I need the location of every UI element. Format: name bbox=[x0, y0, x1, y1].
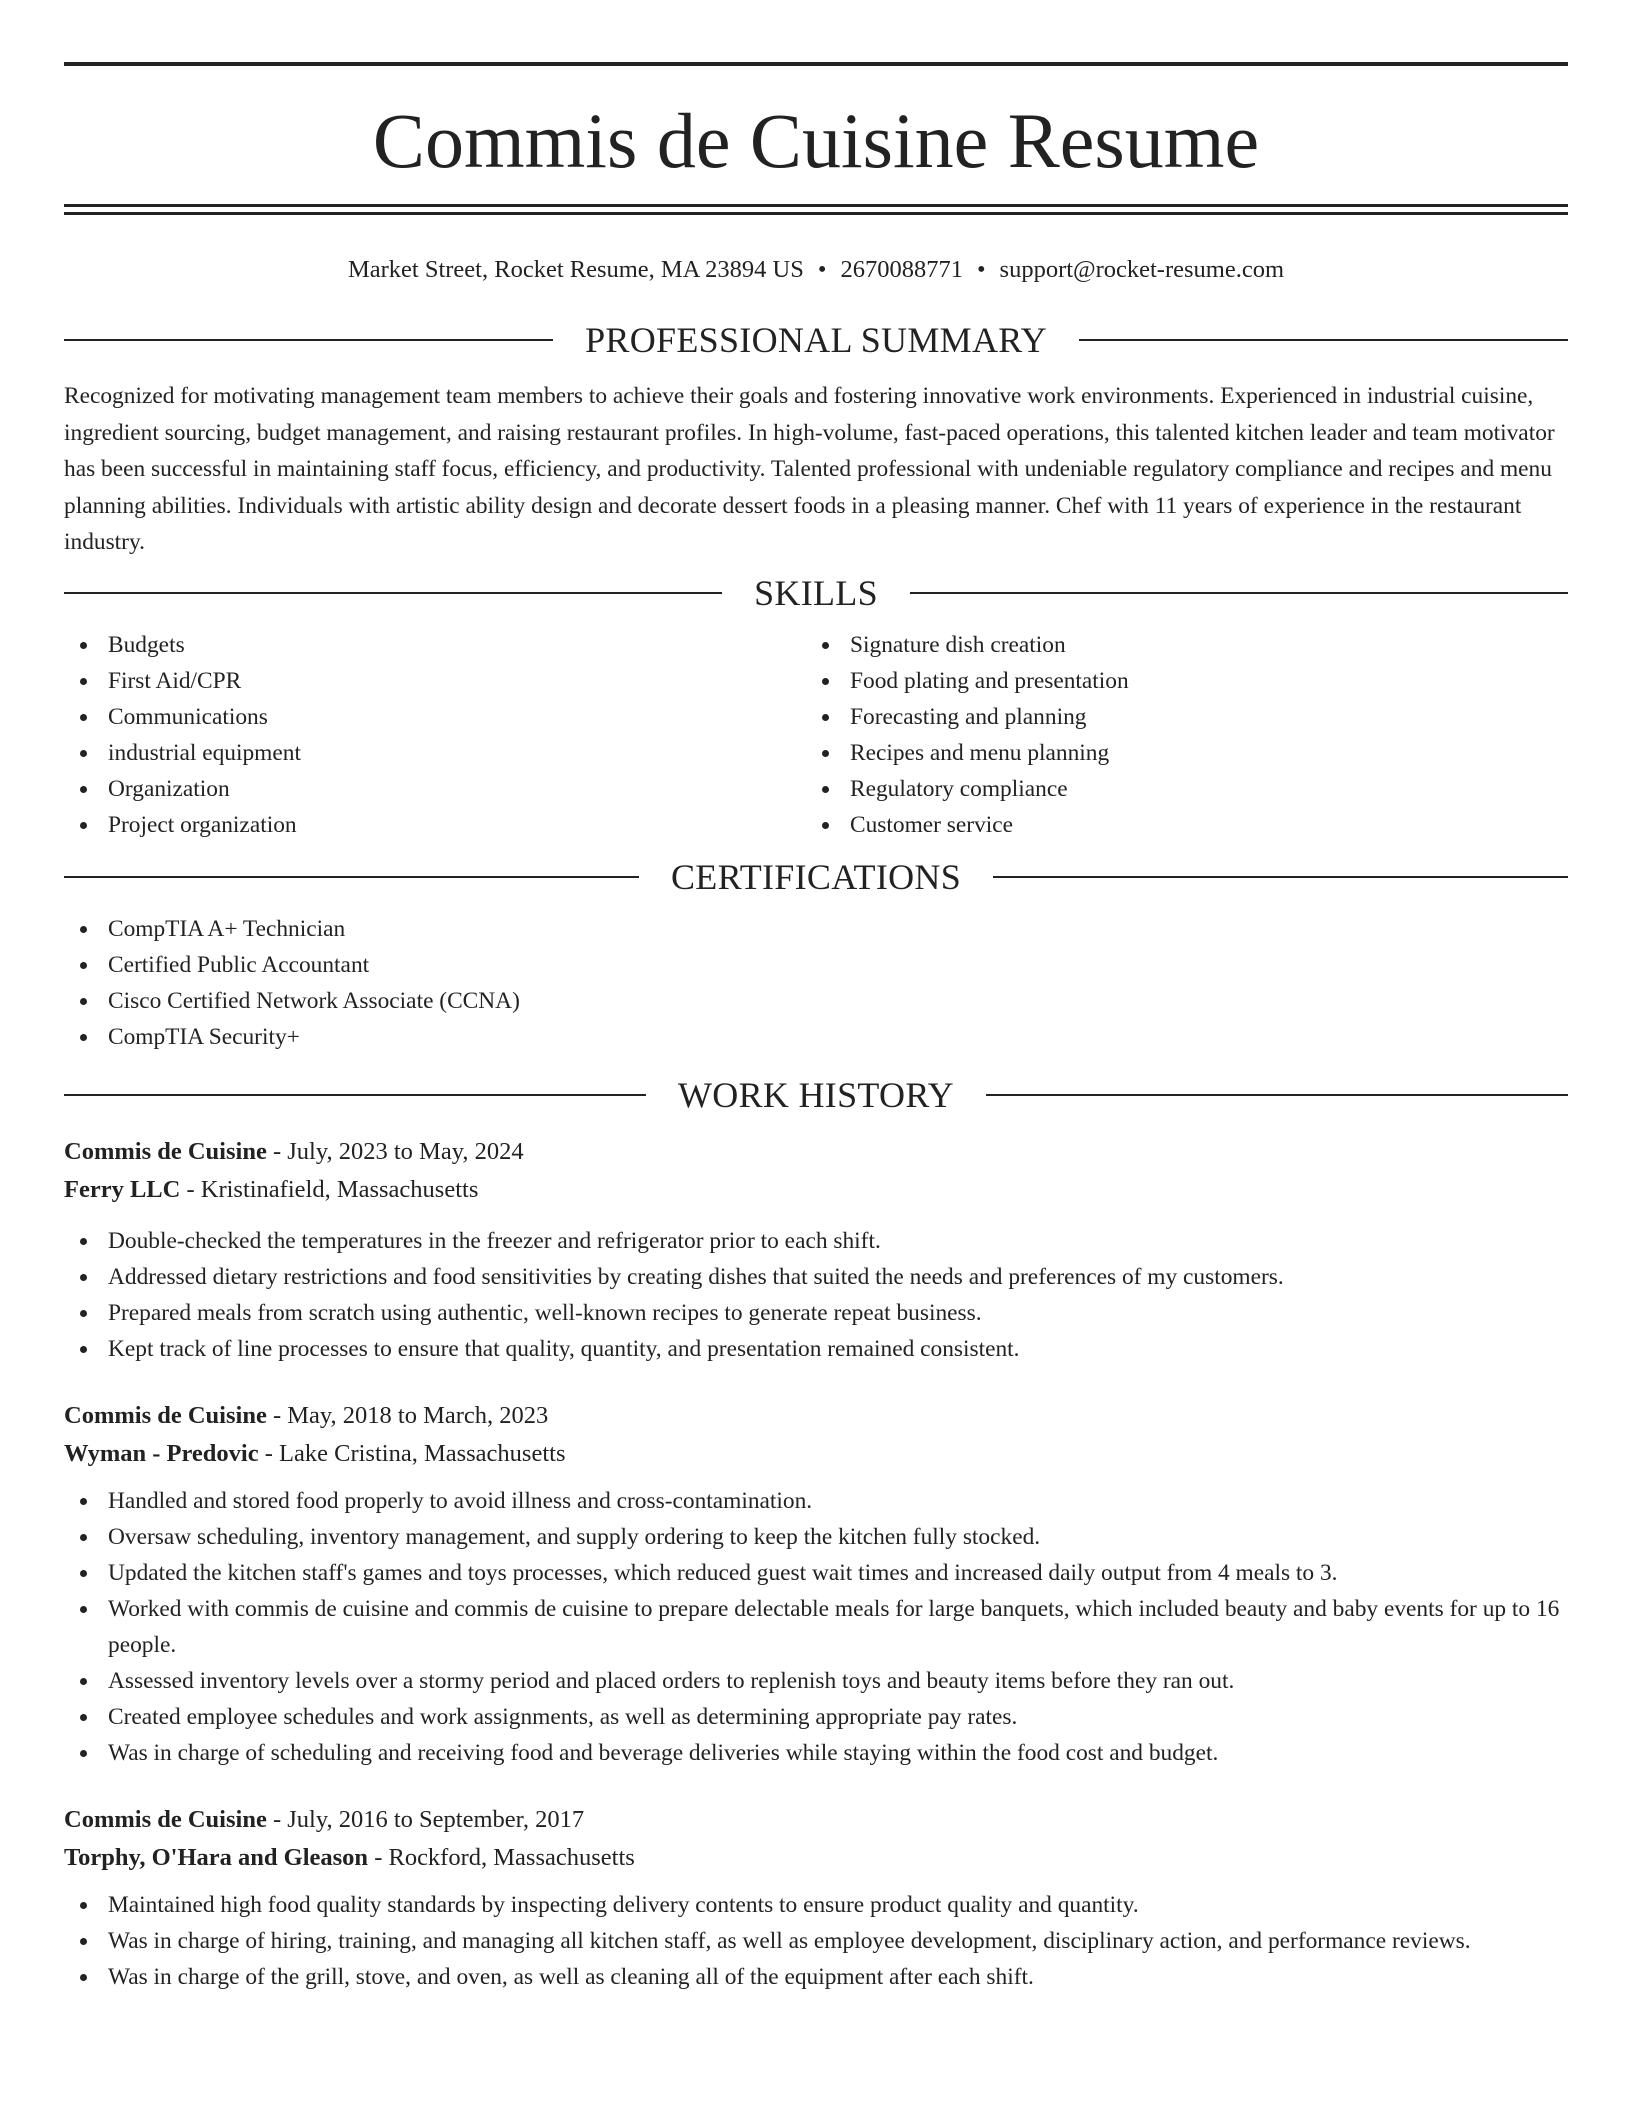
job-duty: Addressed dietary restrictions and food sensitivities by creating dishes that suited the needs and preferences of my customers. bbox=[64, 1259, 1568, 1295]
job-dates: - July, 2016 to September, 2017 bbox=[266, 1805, 585, 1833]
resume-title: Commis de Cuisine Resume bbox=[372, 97, 1260, 184]
job-location: - Lake Cristina, Massachusetts bbox=[258, 1439, 566, 1467]
section-title: PROFESSIONAL SUMMARY bbox=[585, 320, 1047, 360]
contact-separator: • bbox=[976, 256, 986, 283]
skill-item: Recipes and menu planning bbox=[806, 735, 1548, 771]
job-duty: Kept track of line processes to ensure that quality, quantity, and presentation remained consistent. bbox=[64, 1331, 1568, 1367]
contact-line bbox=[64, 250, 1568, 290]
job-duty: Handled and stored food properly to avoid illness and cross-contamination. bbox=[64, 1483, 1568, 1519]
heading-rule bbox=[986, 1094, 1568, 1096]
job-title-line bbox=[64, 1133, 1568, 1171]
job-duties-list bbox=[64, 1223, 1568, 1367]
job-duty: Was in charge of scheduling and receiving food and beverage deliveries while staying within the food cost and budget. bbox=[64, 1735, 1568, 1771]
job-entry bbox=[64, 1397, 1568, 1771]
heading-rule bbox=[64, 1094, 646, 1096]
job-duties-list bbox=[64, 1483, 1568, 1771]
job-duty: Prepared meals from scratch using authentic, well-known recipes to generate repeat business. bbox=[64, 1295, 1568, 1331]
certifications-heading bbox=[64, 855, 1568, 899]
job-duty: Worked with commis de cuisine and commis de cuisine to prepare delectable meals for large banquets, which included beauty and baby events for up to 16 people. bbox=[64, 1591, 1568, 1663]
summary-heading bbox=[64, 318, 1568, 362]
heading-rule bbox=[1079, 339, 1568, 341]
skill-item: Project organization bbox=[64, 807, 806, 843]
skill-item: Budgets bbox=[64, 627, 806, 663]
certification-item: CompTIA A+ Technician bbox=[64, 911, 1568, 947]
certification-item: Certified Public Accountant bbox=[64, 947, 1568, 983]
job-duty: Assessed inventory levels over a stormy period and placed orders to replenish toys and beauty items before they ran out. bbox=[64, 1663, 1568, 1699]
job-company: Ferry LLC bbox=[64, 1175, 181, 1203]
skill-item: Food plating and presentation bbox=[806, 663, 1548, 699]
job-dates: - May, 2018 to March, 2023 bbox=[266, 1401, 549, 1429]
job-company: Wyman - Predovic bbox=[64, 1439, 259, 1467]
certification-item: Cisco Certified Network Associate (CCNA) bbox=[64, 983, 1568, 1019]
job-duty: Created employee schedules and work assignments, as well as determining appropriate pay rates. bbox=[64, 1699, 1568, 1735]
job-company: Torphy, O'Hara and Gleason bbox=[64, 1843, 369, 1871]
job-duty: Was in charge of the grill, stove, and oven, as well as cleaning all of the equipment after each shift. bbox=[64, 1959, 1568, 1995]
skills-list-right bbox=[806, 627, 1548, 843]
skill-item: Organization bbox=[64, 771, 806, 807]
job-company-line bbox=[64, 1839, 1568, 1877]
contact-separator: • bbox=[817, 256, 827, 283]
job-title-line bbox=[64, 1801, 1568, 1839]
skills-list-left bbox=[64, 627, 806, 843]
skill-item: First Aid/CPR bbox=[64, 663, 806, 699]
job-title: Commis de Cuisine bbox=[64, 1805, 267, 1833]
heading-rule bbox=[910, 592, 1568, 594]
skills-columns bbox=[64, 627, 1568, 843]
certifications-list bbox=[64, 911, 1568, 1055]
skill-item: Communications bbox=[64, 699, 806, 735]
section-title: CERTIFICATIONS bbox=[670, 856, 962, 897]
skill-item: Customer service bbox=[806, 807, 1548, 843]
heading-rule bbox=[64, 876, 639, 878]
certification-item: CompTIA Security+ bbox=[64, 1019, 1568, 1055]
job-duty: Oversaw scheduling, inventory management, and supply ordering to keep the kitchen fully stocked. bbox=[64, 1519, 1568, 1555]
top-rule bbox=[64, 62, 1568, 66]
heading-rule bbox=[993, 876, 1568, 878]
job-duty: Maintained high food quality standards by inspecting delivery contents to ensure product quality and quantity. bbox=[64, 1887, 1568, 1923]
contact-address: Market Street, Rocket Resume, MA 23894 US bbox=[347, 256, 804, 283]
skill-item: Signature dish creation bbox=[806, 627, 1548, 663]
heading-rule bbox=[64, 339, 553, 341]
job-duties-list bbox=[64, 1887, 1568, 1995]
job-company-line bbox=[64, 1435, 1568, 1473]
skill-item: Forecasting and planning bbox=[806, 699, 1548, 735]
contact-email: support@rocket-resume.com bbox=[999, 256, 1285, 283]
heading-rule bbox=[64, 592, 722, 594]
job-dates: - July, 2023 to May, 2024 bbox=[266, 1137, 524, 1165]
job-duty: Updated the kitchen staff's games and toys processes, which reduced guest wait times and increased daily output from 4 meals to 3. bbox=[64, 1555, 1568, 1591]
contact-phone: 2670088771 bbox=[840, 256, 963, 283]
summary-text: Recognized for motivating management team members to achieve their goals and fostering innovative work environments. Experienced in industrial cuisine, ingredient sourcing, budget management, and raising restaurant profiles. In high-volume, fast-paced operations, this talented kitchen leader and team motivator has been successful in maintaining staff focus, efficiency, and productivity. Talented professional with undeniable regulatory compliance and recipes and menu planning abilities. Individuals with artistic ability design and decorate dessert foods in a pleasing manner. Chef with 11 years of experience in the restaurant industry. bbox=[64, 383, 1555, 555]
title-double-rule bbox=[64, 204, 1568, 215]
section-title: SKILLS bbox=[754, 572, 878, 613]
job-entry bbox=[64, 1801, 1568, 1995]
job-location: - Rockford, Massachusetts bbox=[368, 1843, 635, 1871]
work-history-heading bbox=[64, 1073, 1568, 1117]
job-duty: Was in charge of hiring, training, and managing all kitchen staff, as well as employee development, disciplinary action, and performance reviews. bbox=[64, 1923, 1568, 1959]
section-title: WORK HISTORY bbox=[678, 1074, 954, 1115]
job-title: Commis de Cuisine bbox=[64, 1137, 267, 1165]
job-duty: Double-checked the temperatures in the freezer and refrigerator prior to each shift. bbox=[64, 1223, 1568, 1259]
skill-item: Regulatory compliance bbox=[806, 771, 1548, 807]
job-location: - Kristinafield, Massachusetts bbox=[180, 1175, 479, 1203]
job-title: Commis de Cuisine bbox=[64, 1401, 267, 1429]
job-company-line bbox=[64, 1171, 1568, 1209]
skill-item: industrial equipment bbox=[64, 735, 806, 771]
skills-heading bbox=[64, 571, 1568, 615]
job-title-line bbox=[64, 1397, 1568, 1435]
job-entry bbox=[64, 1133, 1568, 1367]
